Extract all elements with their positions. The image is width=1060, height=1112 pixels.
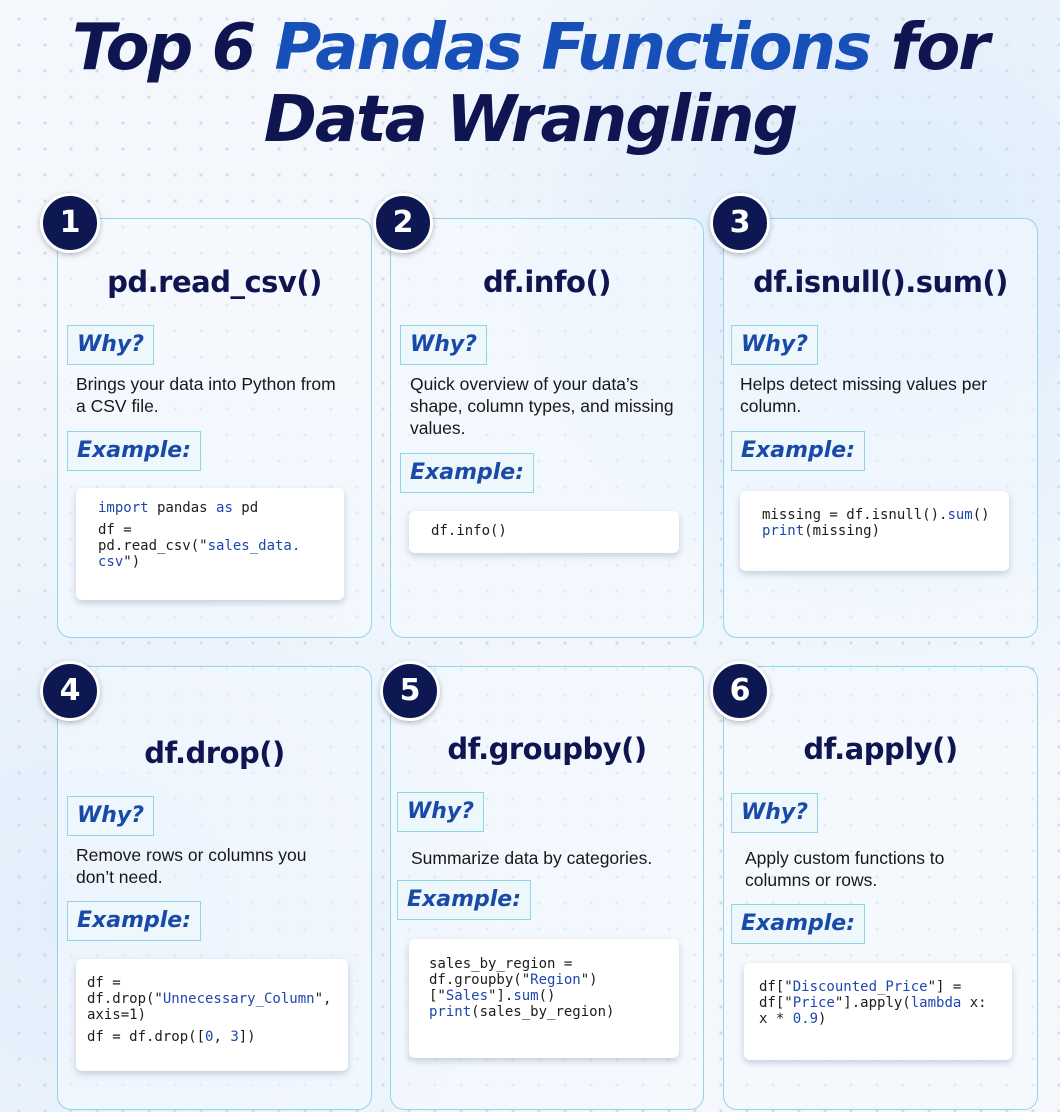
title-line-1 [0,12,1060,84]
function-name-2: df.info() [483,265,611,299]
why-label-5: Why? [397,792,484,832]
function-name-4: df.drop() [144,736,285,770]
example-label-2: Example: [400,453,534,493]
function-name-6: df.apply() [803,732,958,766]
why-description-1: Brings your data into Python from a CSV file. [76,374,336,416]
step-number-badge-3: 3 [710,193,770,253]
why-description-4: Remove rows or columns you don’t need. [76,845,307,887]
why-description-2: Quick overview of your data’s shape, column types, and missing values. [410,374,674,438]
title-part-2: for [870,11,988,85]
why-label-3: Why? [731,325,818,365]
why-label-1: Why? [67,325,154,365]
why-description-3: Helps detect missing values per column. [740,374,988,416]
code-example-4: df = df.drop("Unnecessary_Column", axis=1) df = df.drop([0, 3]) [76,959,348,1071]
example-label-3: Example: [731,431,865,471]
function-name-5: df.groupby() [447,732,647,766]
function-name-3: df.isnull().sum() [753,265,1008,299]
code-example-6: df["Discounted_Price"] = df["Price"].apply(lambda x: x * 0.9) [744,963,1012,1060]
why-label-6: Why? [731,793,818,833]
step-number-badge-1: 1 [40,193,100,253]
why-description-6: Apply custom functions to columns or rows. [745,848,945,890]
code-example-2: df.info() [409,511,679,553]
code-example-5: sales_by_region = df.groupby("Region") ["Sales"].sum() print(sales_by_region) [409,939,679,1058]
example-label-1: Example: [67,431,201,471]
example-label-6: Example: [731,904,865,944]
page-title [0,12,1060,156]
step-number-badge-4: 4 [40,661,100,721]
title-part-1: Top 6 [72,11,275,85]
why-label-4: Why? [67,796,154,836]
code-example-1: import pandas as pd df = pd.read_csv("sales_data. csv") [76,488,344,600]
example-label-5: Example: [397,880,531,920]
why-label-2: Why? [400,325,487,365]
step-number-badge-6: 6 [710,661,770,721]
why-description-5: Summarize data by categories. [411,848,653,868]
title-highlight: Pandas Functions [274,11,871,85]
example-label-4: Example: [67,901,201,941]
step-number-badge-2: 2 [373,193,433,253]
function-name-1: pd.read_csv() [107,265,322,299]
title-line-2: Data Wrangling [263,83,797,157]
step-number-badge-5: 5 [380,661,440,721]
code-example-3: missing = df.isnull().sum() print(missing) [740,491,1009,571]
